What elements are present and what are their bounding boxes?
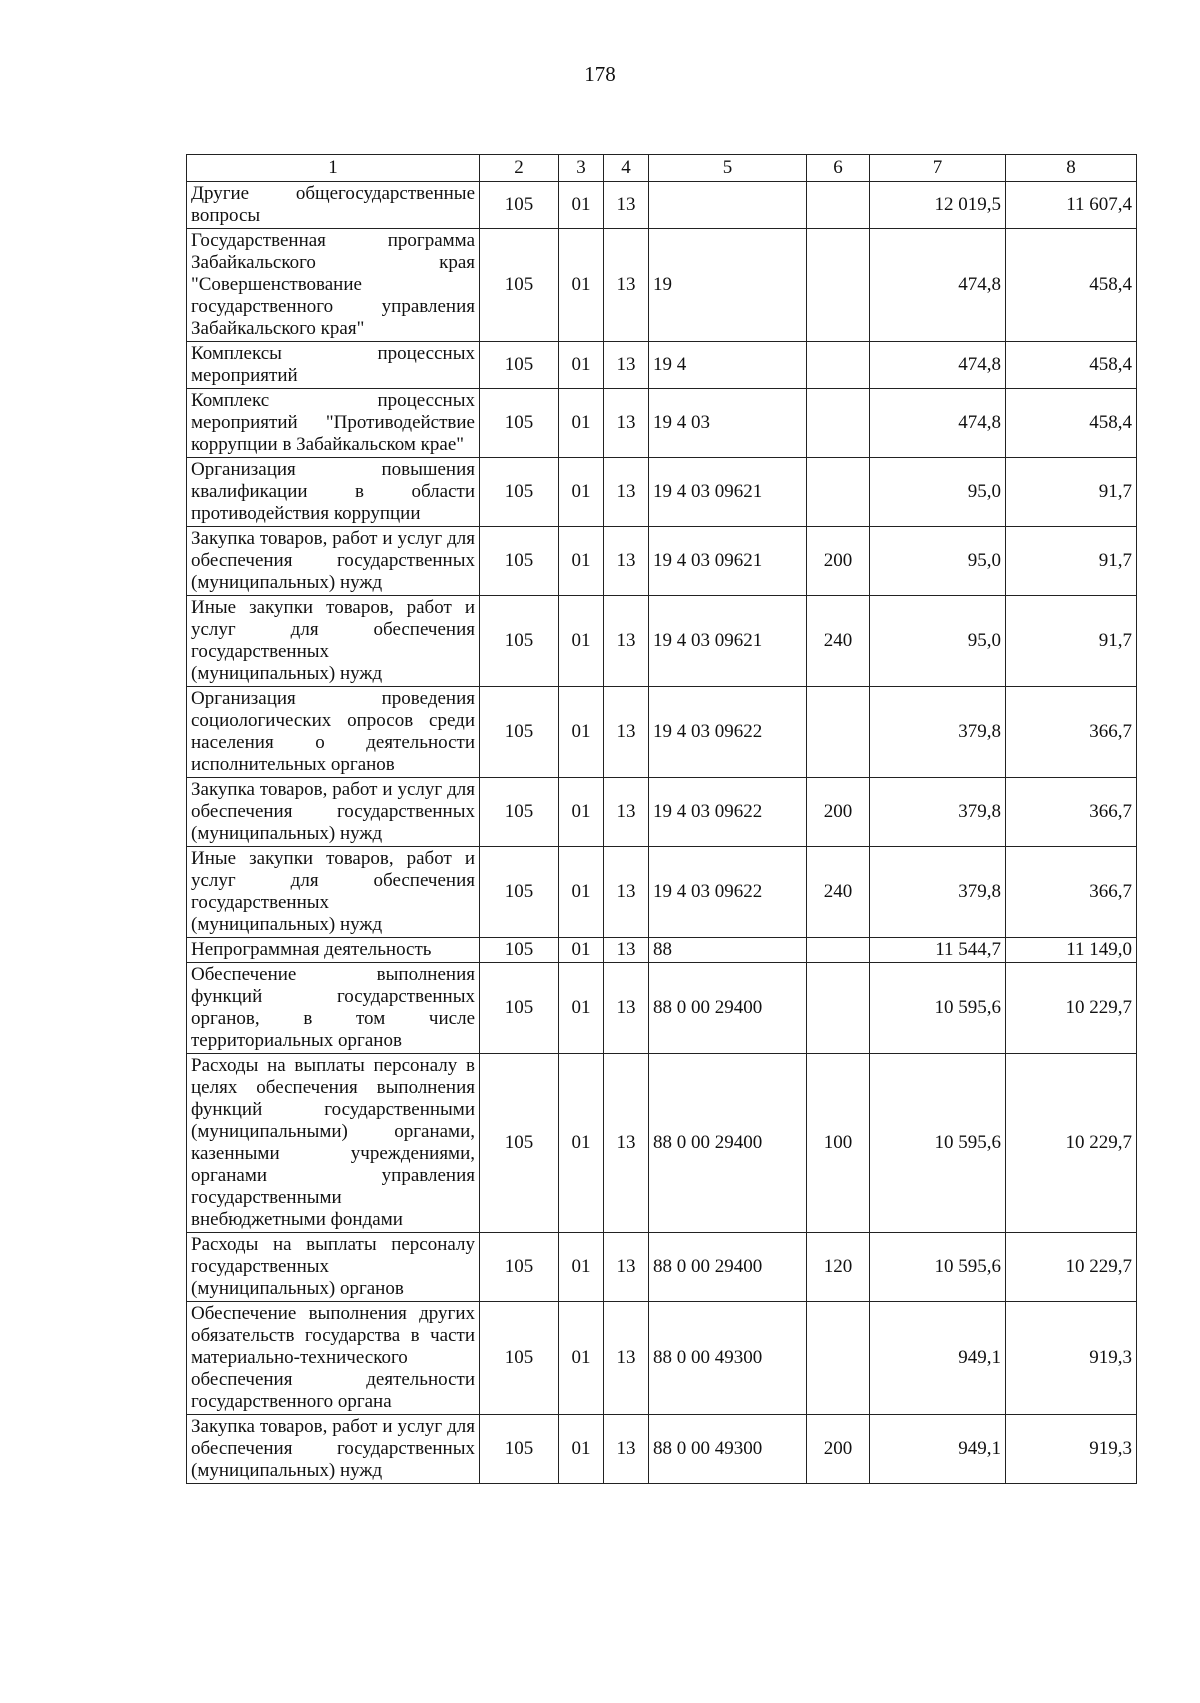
amount-cell-7: 474,8 (870, 389, 1006, 458)
vr-cell (807, 389, 870, 458)
csr-cell: 88 0 00 29400 (649, 1233, 807, 1302)
budget-table (186, 154, 1137, 1484)
amount-cell-8: 11 149,0 (1006, 938, 1137, 963)
vr-cell: 100 (807, 1054, 870, 1233)
amount-cell-8: 919,3 (1006, 1415, 1137, 1484)
pr-cell: 13 (604, 1415, 649, 1484)
amount-cell-7: 379,8 (870, 778, 1006, 847)
table-row (187, 1054, 1137, 1233)
gr-cell: 105 (480, 389, 559, 458)
row-name-cell: Непрограммная деятельность (187, 938, 480, 963)
row-name-cell: Организация повышения квалификации в области противодействия коррупции (187, 458, 480, 527)
row-name-cell: Расходы на выплаты персоналу государственных (муниципальных) органов (187, 1233, 480, 1302)
csr-cell: 88 0 00 29400 (649, 963, 807, 1054)
gr-cell: 105 (480, 687, 559, 778)
rz-cell: 01 (559, 1054, 604, 1233)
vr-cell (807, 963, 870, 1054)
row-name-cell: Закупка товаров, работ и услуг для обеспечения государственных (муниципальных) нужд (187, 527, 480, 596)
amount-cell-7: 949,1 (870, 1415, 1006, 1484)
amount-cell-8: 11 607,4 (1006, 182, 1137, 229)
csr-cell: 19 4 03 09621 (649, 596, 807, 687)
amount-cell-8: 366,7 (1006, 847, 1137, 938)
table-row (187, 1233, 1137, 1302)
pr-cell: 13 (604, 778, 649, 847)
amount-cell-7: 95,0 (870, 596, 1006, 687)
rz-cell: 01 (559, 687, 604, 778)
csr-cell: 19 4 03 09622 (649, 778, 807, 847)
pr-cell: 13 (604, 963, 649, 1054)
header-cell: 7 (870, 155, 1006, 182)
amount-cell-8: 91,7 (1006, 527, 1137, 596)
csr-cell (649, 182, 807, 229)
row-name-cell: Обеспечение выполнения других обязательств государства в части материально-технического обеспечения деятельности государственного органа (187, 1302, 480, 1415)
vr-cell: 120 (807, 1233, 870, 1302)
pr-cell: 13 (604, 229, 649, 342)
pr-cell: 13 (604, 847, 649, 938)
rz-cell: 01 (559, 938, 604, 963)
amount-cell-7: 95,0 (870, 458, 1006, 527)
gr-cell: 105 (480, 1415, 559, 1484)
table-row (187, 342, 1137, 389)
gr-cell: 105 (480, 938, 559, 963)
rz-cell: 01 (559, 182, 604, 229)
vr-cell: 200 (807, 527, 870, 596)
row-name-cell: Расходы на выплаты персоналу в целях обеспечения выполнения функций государственными (муниципальными) органами, казенными учреждениями, органами управления государственными внебюджетными фондами (187, 1054, 480, 1233)
table-row (187, 687, 1137, 778)
table-row (187, 963, 1137, 1054)
pr-cell: 13 (604, 1233, 649, 1302)
pr-cell: 13 (604, 342, 649, 389)
rz-cell: 01 (559, 527, 604, 596)
row-name-cell: Комплекс процессных мероприятий "Противодействие коррупции в Забайкальском крае" (187, 389, 480, 458)
csr-cell: 88 0 00 29400 (649, 1054, 807, 1233)
rz-cell: 01 (559, 778, 604, 847)
page-number: 178 (584, 62, 616, 86)
amount-cell-7: 379,8 (870, 687, 1006, 778)
rz-cell: 01 (559, 389, 604, 458)
csr-cell: 19 4 03 (649, 389, 807, 458)
rz-cell: 01 (559, 342, 604, 389)
gr-cell: 105 (480, 342, 559, 389)
table-row (187, 938, 1137, 963)
gr-cell: 105 (480, 596, 559, 687)
vr-cell (807, 229, 870, 342)
gr-cell: 105 (480, 963, 559, 1054)
pr-cell: 13 (604, 1302, 649, 1415)
header-cell: 6 (807, 155, 870, 182)
table-row (187, 389, 1137, 458)
table-row (187, 847, 1137, 938)
pr-cell: 13 (604, 527, 649, 596)
vr-cell (807, 687, 870, 778)
row-name-cell: Комплексы процессных мероприятий (187, 342, 480, 389)
gr-cell: 105 (480, 458, 559, 527)
row-name-cell: Закупка товаров, работ и услуг для обеспечения государственных (муниципальных) нужд (187, 778, 480, 847)
rz-cell: 01 (559, 1233, 604, 1302)
table-row (187, 527, 1137, 596)
vr-cell: 240 (807, 596, 870, 687)
header-cell: 2 (480, 155, 559, 182)
rz-cell: 01 (559, 458, 604, 527)
vr-cell: 200 (807, 778, 870, 847)
header-cell: 1 (187, 155, 480, 182)
csr-cell: 19 4 (649, 342, 807, 389)
row-name-cell: Обеспечение выполнения функций государственных органов, в том числе территориальных органов (187, 963, 480, 1054)
header-cell: 3 (559, 155, 604, 182)
csr-cell: 19 4 03 09621 (649, 527, 807, 596)
table-row (187, 596, 1137, 687)
amount-cell-7: 949,1 (870, 1302, 1006, 1415)
amount-cell-7: 10 595,6 (870, 1233, 1006, 1302)
amount-cell-8: 10 229,7 (1006, 1233, 1137, 1302)
table-row (187, 182, 1137, 229)
amount-cell-8: 91,7 (1006, 596, 1137, 687)
csr-cell: 88 0 00 49300 (649, 1302, 807, 1415)
header-cell: 4 (604, 155, 649, 182)
vr-cell: 240 (807, 847, 870, 938)
gr-cell: 105 (480, 778, 559, 847)
table-row (187, 458, 1137, 527)
gr-cell: 105 (480, 229, 559, 342)
amount-cell-8: 458,4 (1006, 342, 1137, 389)
amount-cell-8: 10 229,7 (1006, 963, 1137, 1054)
table-row (187, 1302, 1137, 1415)
row-name-cell: Организация проведения социологических опросов среди населения о деятельности исполнительных органов (187, 687, 480, 778)
vr-cell (807, 938, 870, 963)
pr-cell: 13 (604, 687, 649, 778)
row-name-cell: Государственная программа Забайкальского края "Совершенствование государственного управления Забайкальского края" (187, 229, 480, 342)
vr-cell (807, 458, 870, 527)
pr-cell: 13 (604, 1054, 649, 1233)
amount-cell-7: 95,0 (870, 527, 1006, 596)
amount-cell-7: 10 595,6 (870, 1054, 1006, 1233)
csr-cell: 88 0 00 49300 (649, 1415, 807, 1484)
table-row (187, 778, 1137, 847)
amount-cell-7: 10 595,6 (870, 963, 1006, 1054)
rz-cell: 01 (559, 1415, 604, 1484)
csr-cell: 19 (649, 229, 807, 342)
amount-cell-8: 91,7 (1006, 458, 1137, 527)
row-name-cell: Закупка товаров, работ и услуг для обеспечения государственных (муниципальных) нужд (187, 1415, 480, 1484)
pr-cell: 13 (604, 596, 649, 687)
amount-cell-7: 474,8 (870, 342, 1006, 389)
pr-cell: 13 (604, 182, 649, 229)
vr-cell (807, 342, 870, 389)
gr-cell: 105 (480, 527, 559, 596)
csr-cell: 19 4 03 09622 (649, 687, 807, 778)
vr-cell: 200 (807, 1415, 870, 1484)
amount-cell-8: 10 229,7 (1006, 1054, 1137, 1233)
header-row (187, 155, 1137, 182)
amount-cell-8: 366,7 (1006, 778, 1137, 847)
pr-cell: 13 (604, 389, 649, 458)
rz-cell: 01 (559, 847, 604, 938)
pr-cell: 13 (604, 458, 649, 527)
pr-cell: 13 (604, 938, 649, 963)
csr-cell: 19 4 03 09621 (649, 458, 807, 527)
header-cell: 5 (649, 155, 807, 182)
table-row (187, 229, 1137, 342)
amount-cell-7: 379,8 (870, 847, 1006, 938)
row-name-cell: Иные закупки товаров, работ и услуг для обеспечения государственных (муниципальных) нужд (187, 847, 480, 938)
rz-cell: 01 (559, 229, 604, 342)
row-name-cell: Другие общегосударственные вопросы (187, 182, 480, 229)
gr-cell: 105 (480, 1302, 559, 1415)
amount-cell-8: 458,4 (1006, 389, 1137, 458)
vr-cell (807, 182, 870, 229)
row-name-cell: Иные закупки товаров, работ и услуг для обеспечения государственных (муниципальных) нужд (187, 596, 480, 687)
rz-cell: 01 (559, 963, 604, 1054)
amount-cell-8: 458,4 (1006, 229, 1137, 342)
amount-cell-7: 11 544,7 (870, 938, 1006, 963)
csr-cell: 88 (649, 938, 807, 963)
amount-cell-7: 12 019,5 (870, 182, 1006, 229)
gr-cell: 105 (480, 1054, 559, 1233)
table-row (187, 1415, 1137, 1484)
gr-cell: 105 (480, 847, 559, 938)
amount-cell-8: 919,3 (1006, 1302, 1137, 1415)
csr-cell: 19 4 03 09622 (649, 847, 807, 938)
vr-cell (807, 1302, 870, 1415)
amount-cell-7: 474,8 (870, 229, 1006, 342)
header-cell: 8 (1006, 155, 1137, 182)
rz-cell: 01 (559, 596, 604, 687)
gr-cell: 105 (480, 1233, 559, 1302)
amount-cell-8: 366,7 (1006, 687, 1137, 778)
gr-cell: 105 (480, 182, 559, 229)
rz-cell: 01 (559, 1302, 604, 1415)
